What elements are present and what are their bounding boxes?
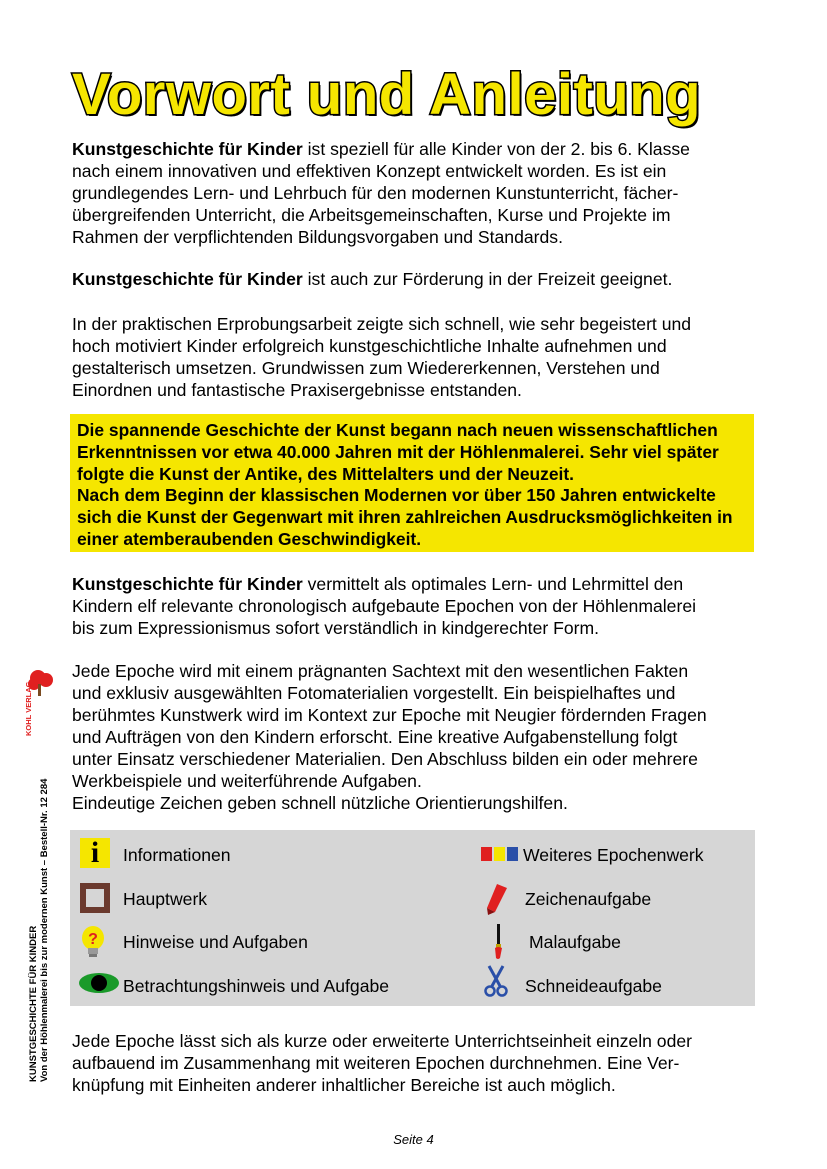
color-squares-icon (481, 847, 519, 861)
text-line: gestalterisch umsetzen. Grundwissen zum Wiedererkennen, Verstehen und (72, 358, 660, 378)
intro-paragraph (72, 138, 772, 248)
publisher-name: KOHL VERLAG (24, 681, 33, 736)
highlight-box (70, 414, 754, 552)
book-title-bold: Kunstgeschichte für Kinder (72, 269, 303, 289)
legend-label-zeichen: Zeichenaufgabe (525, 889, 652, 909)
scissors-icon (483, 964, 509, 998)
text-line: aufbauend im Zusammenhang mit weiteren Epochen durchnehmen. Eine Ver- (72, 1053, 680, 1073)
lightbulb-question-icon (78, 924, 112, 960)
text-line: ist speziell für alle Kinder von der 2. bis 6. Klasse (302, 139, 690, 159)
book-title-bold: Kunstgeschichte für Kinder (72, 574, 303, 594)
highlight-line: Die spannende Geschichte der Kunst begann nach neuen wissenschaftlichen (77, 420, 718, 440)
testing-paragraph (72, 313, 772, 401)
highlight-line: einer atemberaubenden Geschwindigkeit. (77, 528, 422, 549)
text-line: grundlegendes Lern- und Lehrbuch für den modernen Kunstunterricht, fächer- (72, 183, 679, 203)
paintbrush-icon (488, 922, 508, 960)
text-line: Jede Epoche lässt sich als kurze oder erweiterte Unterrichtseinheit einzeln oder (72, 1031, 693, 1051)
text-line: nach einem innovativen und effektiven Konzept entwickelt worden. Es ist ein (72, 161, 667, 181)
text-line: unter Einsatz verschiedener Materialien. Den Abschluss bilden ein oder mehrere (72, 749, 698, 769)
text-line: Werkbeispiele und weiterführende Aufgaben. (72, 771, 422, 791)
frame-icon (80, 883, 110, 913)
legend-label-hauptwerk: Hauptwerk (123, 889, 208, 909)
text-line: Jede Epoche wird mit einem prägnanten Sachtext mit den wesentlichen Fakten (72, 661, 689, 681)
book-series-title: KUNSTGESCHICHTE FÜR KINDER (28, 925, 39, 1082)
text-line: ist auch zur Förderung in der Freizeit geeignet. (302, 269, 673, 289)
page-number: Seite 4 (393, 1132, 434, 1147)
book-title-bold: Kunstgeschichte für Kinder (72, 139, 303, 159)
frame-inner (86, 889, 104, 907)
leisure-paragraph (72, 268, 772, 290)
legend-label-schneide: Schneideaufgabe (525, 976, 662, 996)
highlight-line: Erkenntnissen vor etwa 40.000 Jahren mit der Höhlenmalerei. Sehr viel später (77, 441, 719, 462)
publisher-logo (24, 668, 58, 736)
pencil-icon (483, 882, 511, 916)
highlight-line: sich die Kunst der Gegenwart mit ihren zahlreichen Ausdrucksmöglichkeiten in (77, 507, 733, 528)
text-line: und exklusiv ausgewählten Fotomaterialien vorgestellt. Ein beispielhaftes und (72, 683, 676, 703)
text-line: knüpfung mit Einheiten anderer inhaltlicher Bereiche ist auch möglich. (72, 1075, 616, 1095)
text-line: berühmtes Kunstwerk wird im Kontext zur Epoche mit Neugier fördernden Fragen (72, 705, 707, 725)
text-line: übergreifenden Unterricht, die Arbeitsgemeinschaften, Kurse und Projekte im (72, 205, 671, 225)
legend-label-info: Informationen (123, 845, 231, 865)
eye-icon (78, 972, 120, 994)
hint-glyph: ? (88, 931, 98, 948)
book-info-vertical (28, 779, 50, 1082)
text-line: Kindern elf relevante chronologisch aufgebaute Epochen von der Höhlenmalerei (72, 596, 697, 616)
info-glyph: i (90, 836, 100, 869)
text-line: Eindeutige Zeichen geben schnell nützliche Orientierungshilfen. (72, 793, 568, 813)
text-line: In der praktischen Erprobungsarbeit zeigte sich schnell, wie sehr begeistert und (72, 314, 692, 334)
legend-label-mal: Malaufgabe (529, 932, 621, 952)
highlight-line: folgte die Kunst der Antike, des Mittelalters und der Neuzeit. (77, 463, 574, 484)
legend-label-betrachtung: Betrachtungshinweis und Aufgabe (123, 976, 390, 996)
closing-paragraph (72, 1030, 772, 1096)
epochs-paragraph (72, 573, 772, 639)
text-line: und Aufträgen von den Kindern erforscht. Eine kreative Aufgabenstellung folgt (72, 727, 678, 747)
legend-label-epochenwerk: Weiteres Epochenwerk (523, 845, 704, 865)
book-subtitle-order: Von der Höhlenmalerei bis zur modernen Kunst – Bestell-Nr. 12 284 (39, 778, 50, 1082)
structure-paragraph (72, 660, 772, 814)
symbol-legend (70, 830, 755, 1006)
highlight-line: Nach dem Beginn der klassischen Modernen vor über 150 Jahren entwickelte (77, 485, 716, 506)
publisher-name-box (24, 681, 36, 736)
legend-label-hinweise: Hinweise und Aufgaben (123, 932, 308, 952)
text-line: hoch motiviert Kinder erfolgreich kunstgeschichtliche Inhalte aufnehmen und (72, 336, 667, 356)
page-title: Vorwort und Anleitung (72, 62, 702, 127)
text-line: vermittelt als optimales Lern- und Lehrmittel den (302, 574, 684, 594)
text-line: bis zum Expressionismus sofort verständlich in kindgerechter Form. (72, 618, 600, 638)
text-line: Einordnen und fantastische Praxisergebnisse entstanden. (72, 380, 522, 400)
text-line: Rahmen der verpflichtenden Bildungsvorgaben und Standards. (72, 227, 563, 247)
info-icon (80, 838, 110, 868)
